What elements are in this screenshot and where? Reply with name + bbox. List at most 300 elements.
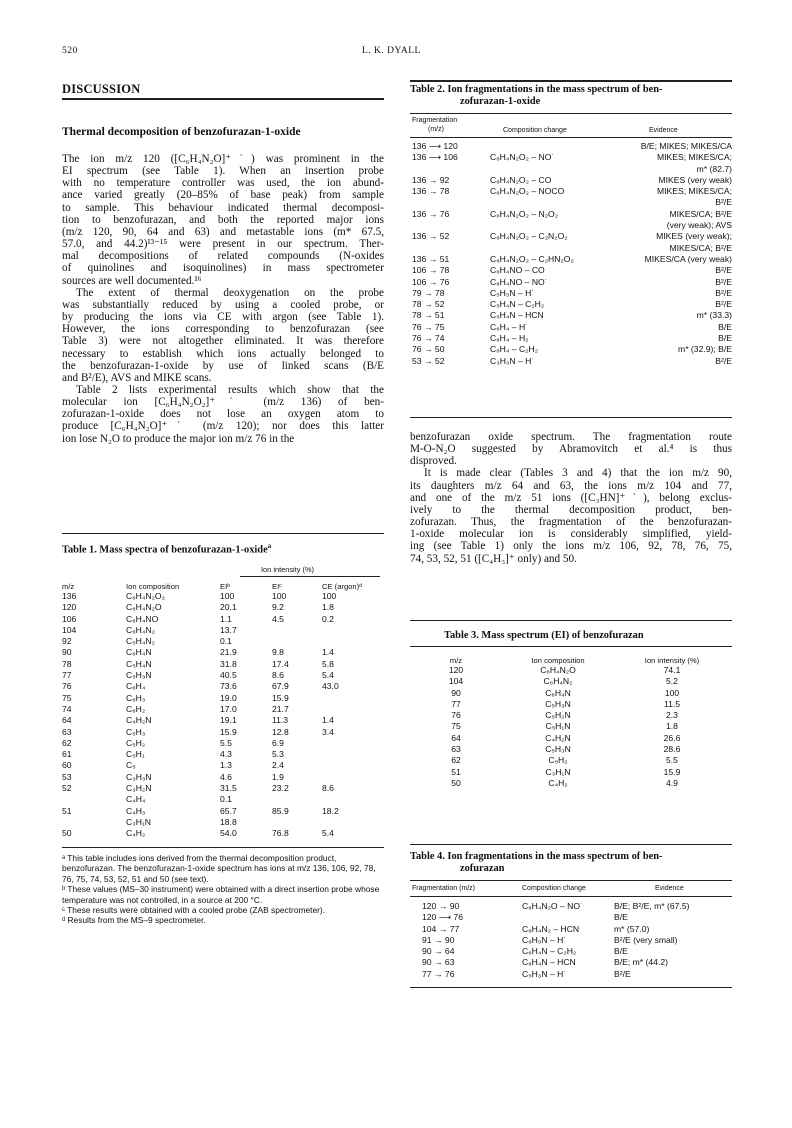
table3-row	[420, 710, 720, 721]
table2-header-composition: Composition change	[503, 127, 567, 134]
table3-row-cell: 15.9	[663, 766, 681, 777]
table1-row	[62, 625, 382, 636]
table2-row-cell: C₆H₄N₂O₂ – C₂HN₂O₂	[490, 253, 574, 264]
table4-bottom-rule	[410, 987, 732, 988]
table1-row-cell	[272, 625, 322, 636]
table3-row-cell: 51	[451, 766, 461, 777]
section-heading: DISCUSSION	[62, 82, 141, 96]
text-line: ion lose N₂O to produce the major ion m/z 76 in the	[62, 432, 295, 445]
table1-row-cell: 120	[62, 602, 77, 613]
table3-row-cell: C₅H₃N	[545, 698, 571, 709]
table1-row-cell: 63	[62, 726, 72, 737]
table1-bottom-rule	[62, 847, 384, 848]
table2-row-cell: C₆H₄ – H₂	[490, 333, 529, 344]
table1-row-cell: 1.4	[322, 715, 334, 726]
table4-caption-line1: Table 4. Ion fragmentations in the mass spectrum of ben-	[410, 851, 663, 862]
table1-header-mz: m/z	[62, 582, 75, 591]
table1-row-cell: 5.5	[220, 737, 232, 748]
table1-row-cell: 2.4	[272, 760, 284, 771]
text-line: disproved.	[410, 455, 457, 468]
table3-row-cell: 75	[451, 721, 461, 732]
table4-row-cell: C₆H₄N₂ – HCN	[522, 923, 580, 934]
table1-header-ce: CE (argon)ᵈ	[322, 582, 363, 591]
table1-row-cell: 52	[62, 783, 72, 794]
table1-footnote: ᵈ Results from the MS–9 spectrometer.	[62, 915, 206, 926]
subsection-heading: Thermal decomposition of benzofurazan-1-oxide	[62, 126, 301, 138]
table2-row-cell: 76 → 75	[412, 321, 445, 332]
table2-row	[412, 356, 732, 367]
table4-row-cell: B/E; B²/E, m* (67.5)	[614, 901, 690, 911]
body-text-left	[62, 153, 384, 445]
table1-row	[62, 772, 382, 783]
text-line: Table 2 lists experimental results which show that the	[76, 383, 384, 396]
table3	[420, 651, 720, 789]
table2-row-cell	[490, 164, 584, 175]
table1-row-cell	[322, 749, 382, 760]
table4-row-cell: C₅H₃N – H˙	[522, 968, 567, 979]
table2-row-cell: C₆H₄N₂O₂ – C₂N₂O₂	[490, 231, 568, 242]
table4-row-cell: C₆H₅N – H˙	[522, 934, 567, 945]
table1-row-cell	[322, 704, 382, 715]
table2-row-cell: MIKES/CA; B²/E	[669, 242, 732, 253]
table1-row-cell: 18.2	[322, 805, 339, 816]
table2-row	[412, 243, 732, 254]
table1-row-cell: 43.0	[322, 681, 339, 692]
table1-row-cell: C₃H₃N	[126, 771, 152, 782]
table1-row-cell: 74	[62, 703, 72, 714]
table4-row	[422, 901, 732, 912]
table1-row-cell: C₄H₃	[126, 805, 146, 816]
table1-row-cell: 50	[62, 828, 72, 839]
table3-row-cell: C₄H₂	[548, 777, 568, 788]
table3-row-cell: C₃H₁N	[545, 766, 571, 777]
table1-row-cell: 8.6	[322, 783, 334, 794]
table2-row-cell: 76 → 74	[412, 333, 445, 344]
text-line: 1-oxide molecular ion is considerably simplified, yield-	[410, 528, 732, 541]
table1-row	[62, 783, 382, 794]
table1-row	[62, 828, 382, 839]
table1-row-cell: 17.0	[220, 703, 237, 714]
table1-row-cell: C₅	[126, 760, 136, 771]
table4-row-cell: 90 → 63	[422, 957, 455, 968]
table2-row	[412, 299, 732, 310]
table1-row-cell: 104	[62, 624, 77, 635]
text-line: by producing the ions via CE with argon (see Table 1).	[62, 311, 384, 324]
text-line: to sample. This behaviour indicated thermal decomposi-	[62, 201, 384, 214]
table2-row-cell: C₆H₄N₂O₂ – CO	[490, 174, 552, 185]
table3-row-cell: 100	[664, 687, 680, 698]
table1-row-cell: 5.4	[322, 828, 334, 839]
table1-row-cell: C₅H₃N	[126, 670, 152, 681]
table1-row-cell: C₆H₄N₂O	[126, 602, 162, 613]
table1	[62, 577, 382, 840]
table2-row-cell: 78 → 51	[412, 310, 445, 321]
table4-row-cell: 90 → 64	[422, 946, 455, 957]
table1-footnotes	[62, 853, 384, 926]
table2-row-cell	[412, 220, 490, 231]
table1-row	[62, 614, 382, 625]
table4-row	[422, 969, 732, 980]
text-line: and one of the m/z 51 ions ([C₃HN]⁺˙), belong exclus-	[410, 491, 732, 504]
table1-row-cell: 6.9	[272, 737, 284, 748]
table3-row-cell: 74.1	[663, 665, 681, 675]
table2-row-cell: 136 ⟶ 120	[412, 141, 458, 151]
table3-row-cell: 5.5	[666, 755, 678, 766]
table1-row-cell: 85.9	[272, 805, 289, 816]
table3-caption: Table 3. Mass spectrum (EI) of benzofurazan	[444, 630, 644, 641]
table2-row-cell: C₆H₄N₂O₂ – NOCO	[490, 186, 565, 197]
table3-row-cell: 26.6	[663, 732, 681, 743]
table4-header-rule	[410, 880, 732, 881]
text-line: zofurazan. Thus, the fragmentation of the benzofurazan-	[410, 516, 732, 529]
table3-row-cell: 11.5	[663, 698, 681, 709]
text-line: its daughters m/z 64 and 63, the ions m/z 104 and 77,	[410, 479, 732, 492]
table3-row	[420, 688, 720, 699]
table2-row-cell: MIKES/CA (very weak)	[644, 253, 732, 264]
table1-row-cell: 15.9	[220, 726, 237, 737]
table1-row-cell	[322, 693, 382, 704]
table1-row-cell: C₆H₄N₂	[126, 624, 155, 635]
table1-row-cell	[272, 794, 322, 805]
text-line: and B²/E), AVS and MIKE scans.	[62, 371, 212, 384]
paragraph-3	[62, 384, 384, 445]
table4-row-cell: 120 ⟶ 76	[422, 912, 463, 923]
table2-row	[412, 310, 732, 321]
table4-row-cell	[522, 912, 614, 923]
table1-row-cell: 11.3	[272, 715, 289, 726]
table2-row	[412, 141, 732, 152]
table4-row-cell: 104 → 77	[422, 923, 460, 934]
table3-row-cell: 1.8	[666, 721, 678, 732]
table1-row-cell: 100	[322, 591, 337, 601]
table3-row	[420, 744, 720, 755]
text-line: molecular ion [C₆H₄N₂O₂]⁺˙ (m/z 136) of ben-	[62, 396, 384, 409]
table4-row	[422, 946, 732, 957]
table2-row-cell: 79 → 78	[412, 287, 445, 298]
table1-row-cell: C₄H₂N	[126, 715, 152, 726]
table2-row-cell: C₅H₅N – H˙	[490, 287, 535, 298]
table2-header-mz: (m/z)	[428, 126, 444, 133]
text-line: The ion m/z 120 ([C₆H₄N₂O]⁺˙) was prominent in the	[62, 153, 384, 165]
table3-row	[420, 733, 720, 744]
table1-row-cell: 5.8	[322, 658, 334, 669]
table1-row-cell: 18.8	[220, 816, 237, 827]
heading-rule	[62, 98, 384, 100]
table1-row-cell: 1.9	[272, 771, 284, 782]
table1-row-cell	[322, 625, 382, 636]
table1-row	[62, 602, 382, 613]
table1-row-cell: 21.7	[272, 703, 289, 714]
paragraph-4	[410, 431, 732, 467]
table3-row	[420, 699, 720, 710]
table1-row-cell: 23.2	[272, 783, 289, 794]
table1-header-ei-b: EIᵇ	[220, 582, 231, 591]
table2-row-cell: 136 → 51	[412, 253, 450, 264]
table1-row-cell: 100	[272, 591, 287, 601]
table2-row-cell: m* (32.9); B/E	[678, 344, 732, 355]
table4-caption	[410, 851, 732, 875]
table4-row-cell: m* (57.0)	[614, 923, 650, 934]
table1-row-cell: 19.1	[220, 715, 237, 726]
table1-row	[62, 670, 382, 681]
table1-row-cell: 62	[62, 737, 72, 748]
table2-row-cell: 136 ⟶ 106	[412, 152, 458, 163]
text-line: zofurazan-1-oxide does not lose an oxygen atom to	[62, 408, 384, 421]
table2-row-cell: B/E	[718, 333, 732, 344]
table1-footnote: ᵇ These values (MS–30 instrument) were obtained with a direct insertion probe whose temperature was not controlled, in a source at 200 °C.	[62, 884, 380, 905]
table2-row-cell: 136 → 78	[412, 186, 450, 197]
table3-row-cell: 120	[448, 665, 464, 675]
table1-header-ei-c: EIᶜ	[272, 582, 282, 591]
paragraph-5	[410, 467, 732, 564]
table1-row-cell: 76.8	[272, 828, 289, 839]
table1-row-cell	[272, 817, 322, 828]
table4-row-cell: B/E	[614, 912, 628, 923]
table4	[422, 901, 732, 980]
text-line: 57.0, and 44.2)¹³⁻¹⁵ were present in our spectrum. Ther-	[62, 238, 384, 251]
table1-row-cell: C₆H₄NO	[126, 613, 159, 624]
table1-row-cell	[272, 636, 322, 647]
table3-row	[420, 767, 720, 778]
paragraph-1	[62, 153, 384, 287]
table2-row-cell: C₅H₄N – HCN	[490, 310, 544, 321]
table1-row-cell: 76	[62, 681, 72, 692]
table2-row-cell: B²/E	[715, 265, 732, 276]
table1-row-cell: 21.9	[220, 647, 237, 658]
table1-row-cell: 67.9	[272, 681, 289, 692]
table1-row-cell	[62, 817, 126, 828]
table1-row-cell: 78	[62, 658, 72, 669]
table2-row	[412, 254, 732, 265]
table1-row-cell: 1.8	[322, 602, 334, 613]
table1-row-cell: 0.2	[322, 613, 334, 624]
table4-row-cell: C₆H₄N – HCN	[522, 957, 576, 968]
table2-row-cell: C₆H₄ – H˙	[490, 321, 529, 332]
table1-row-cell: C₆H₃	[126, 692, 146, 703]
table2-row-cell: m* (33.3)	[696, 310, 732, 321]
table1-row-cell: 9.8	[272, 647, 284, 658]
table1-row	[62, 636, 382, 647]
table2-row	[412, 277, 732, 288]
table1-row	[62, 760, 382, 771]
table4-row-cell: 77 → 76	[422, 968, 455, 979]
text-line: EI spectrum (see Table 1). When an insertion probe	[62, 165, 384, 178]
table3-row-cell: C₅H₁N	[545, 721, 571, 732]
table3-row	[420, 721, 720, 732]
table1-row-cell: 51	[62, 805, 72, 816]
table2-row-cell: C₆H₄NO – NO˙	[490, 276, 548, 287]
table1-row-cell: 61	[62, 749, 72, 760]
table2-row-cell: (very weak); AVS	[666, 220, 732, 231]
table1-row	[62, 693, 382, 704]
table1-row	[62, 738, 382, 749]
table3-row-cell: 28.6	[663, 744, 681, 755]
table1-row-cell: 1.1	[220, 613, 232, 624]
table1-row-cell: 90	[62, 647, 72, 658]
table1-row	[62, 704, 382, 715]
text-line: sources are well documented.¹⁶	[62, 274, 202, 287]
table1-row	[62, 806, 382, 817]
table1-row-cell: 0.1	[220, 794, 232, 805]
table1-row-cell: C₃H₁N	[126, 816, 152, 827]
table2-row-cell: MIKES (very weak)	[658, 174, 732, 185]
table2-row	[412, 209, 732, 220]
table2-row-cell	[490, 243, 584, 254]
table2-row-cell: B²/E	[715, 276, 732, 287]
table2-row-cell: 106 → 76	[412, 276, 450, 287]
text-line: mal decompositions of related compounds (N-oxides	[62, 250, 384, 263]
table2-header-rule	[410, 113, 732, 114]
table2-row	[412, 231, 732, 242]
table1-row-cell: 92	[62, 636, 72, 647]
table4-subheader-rule	[410, 896, 732, 897]
table1-row-cell: 77	[62, 670, 72, 681]
table1-row-cell: C₅H₄N	[126, 658, 152, 669]
paragraph-2	[62, 287, 384, 384]
table2-row	[412, 265, 732, 276]
text-line: However, the ions corresponding to benzofurazan (see	[62, 323, 384, 336]
table1-row-cell: 65.7	[220, 805, 237, 816]
table2-row-cell: C₃H₃N – H˙	[490, 355, 535, 366]
table2-row-cell: B/E	[718, 321, 732, 332]
running-head: L. K. DYALL	[362, 46, 421, 56]
table2-row	[412, 333, 732, 344]
table4-row	[422, 935, 732, 946]
table2-row-cell	[490, 141, 584, 152]
table4-row-cell: 120 → 90	[422, 901, 460, 911]
table2-row-cell: C₆H₄N₂O₂ – N₂O₂	[490, 208, 559, 219]
table1-row-cell: C₄H₄	[126, 794, 146, 805]
table1-row-cell	[62, 794, 126, 805]
table1-caption: Table 1. Mass spectra of benzofurazan-1-oxide$^a$	[62, 542, 272, 556]
table1-row-cell: 40.5	[220, 670, 237, 681]
table2-row-cell: C₅H₄N – C₂H₂	[490, 299, 545, 310]
table1-row-cell: 75	[62, 692, 72, 703]
table4-row	[422, 912, 732, 923]
table4-row	[422, 957, 732, 968]
table1-row-cell: 20.1	[220, 602, 237, 613]
table1-footnote: ᵃ This table includes ions derived from the thermal decomposition product, benzofurazan. The benzofurazan-1-oxide spectrum has ions at m/z 136, 106, 92, 78, 76, 75, 74, 53, 52, 51 and 50 (see text).	[62, 853, 376, 884]
table1-row	[62, 817, 382, 828]
table3-top-rule	[410, 620, 732, 621]
table4-row	[422, 924, 732, 935]
table2-row-cell	[412, 164, 490, 175]
text-line: benzofurazan oxide spectrum. The fragmentation route	[410, 431, 732, 443]
table1-row-cell: 73.6	[220, 681, 237, 692]
table1-row	[62, 794, 382, 805]
table3-row-cell: 50	[451, 777, 461, 788]
table4-row-cell: B/E	[614, 946, 628, 957]
table3-row-cell: 4.9	[666, 777, 678, 788]
table1-row-cell: 4.3	[220, 749, 232, 760]
table2-row-cell: B/E; MIKES; MIKES/CA	[640, 141, 732, 151]
table1-row-cell: C₆H₄	[126, 681, 146, 692]
page-number: 520	[62, 46, 78, 56]
table4-caption-line2: zofurazan	[460, 863, 505, 874]
table3-row-cell: C₄H₂N	[545, 732, 571, 743]
table3-row-cell: 62	[451, 755, 461, 766]
table1-row-cell: 0.1	[220, 636, 232, 647]
table1-row-cell: 19.0	[220, 692, 237, 703]
table2-row	[412, 164, 732, 175]
table2-caption	[410, 84, 732, 108]
table2-row-cell: C₆H₄N₂O₂ – NO˙	[490, 152, 555, 163]
table2-row-cell: 106 → 78	[412, 265, 450, 276]
table4-row-cell: B/E; m* (44.2)	[614, 957, 668, 968]
text-line: 74, 53, 52, 51 ([C₄H₃]⁺ only) and 50.	[410, 552, 577, 565]
table3-row	[420, 778, 720, 789]
table2-row-cell: 136 → 52	[412, 231, 450, 242]
table4-row-cell: B²/E (very small)	[614, 934, 678, 945]
table2-row-cell: 78 → 52	[412, 299, 445, 310]
table2-header-fragmentation: Fragmentation	[412, 117, 458, 124]
table2	[412, 141, 732, 367]
table2-row-cell	[412, 243, 490, 254]
table1-row-cell: 31.8	[220, 658, 237, 669]
text-line: M-O-N₂O suggested by Abramovitch et al.⁴ is thus	[410, 443, 732, 456]
table2-bottom-rule	[410, 417, 732, 418]
table2-row-cell: 53 → 52	[412, 355, 445, 366]
table4-header-fragmentation: Fragmentation (m/z)	[412, 885, 476, 892]
body-text-right	[410, 431, 732, 565]
table1-row-cell	[322, 636, 382, 647]
table1-row-cell	[322, 772, 382, 783]
table2-row	[412, 220, 732, 231]
table1-row-cell: 4.6	[220, 771, 232, 782]
table3-row-cell: C₅H₂	[548, 755, 568, 766]
text-line: Table 3) were not altogether eliminated. It was therefore	[62, 335, 384, 348]
table2-row-cell: MIKES/CA; B²/E	[669, 208, 732, 219]
table1-row-cell: 3.4	[322, 726, 334, 737]
table1-row-cell: C₃H₂N	[126, 783, 152, 794]
text-line: It is made clear (Tables 3 and 4) that the ion m/z 90,	[424, 467, 732, 480]
table3-row-cell: C₆H₄N	[545, 687, 571, 698]
table3-row	[420, 676, 720, 687]
table1-row-cell: C₅H₄N₂	[126, 636, 155, 647]
table2-row-cell: MIKES; MIKES/CA;	[657, 186, 732, 197]
table3-row-cell: 90	[451, 687, 461, 698]
table1-row-cell: 5.3	[272, 749, 284, 760]
table2-caption-line2: zofurazan-1-oxide	[460, 96, 541, 107]
text-line: produce [C₆H₄N₂O]⁺˙ (m/z 120); nor does this latter	[62, 420, 384, 433]
table2-row	[412, 344, 732, 355]
table3-row-cell: 76	[451, 710, 461, 721]
table1-row-cell: 4.5	[272, 613, 284, 624]
table3-row-cell: 104	[448, 676, 464, 687]
table1-row	[62, 681, 382, 692]
table2-row-cell: B²/E	[715, 355, 732, 366]
table2-row-cell: B²/E	[715, 287, 732, 298]
table1-row	[62, 715, 382, 726]
text-line: of quinolines and isoquinolines) in mass spectrometer	[62, 262, 384, 275]
table2-row	[412, 152, 732, 163]
table1-top-rule	[62, 533, 384, 534]
table2-header-evidence: Evidence	[649, 127, 678, 134]
table1-row-cell: 54.0	[220, 828, 237, 839]
table1-row-cell: 17.4	[272, 658, 289, 669]
text-line: was substantially reduced by using a cooled probe, or	[62, 298, 384, 311]
table1-row	[62, 749, 382, 760]
table2-row-cell: C₆H₄NO – CO	[490, 265, 545, 276]
table1-row-cell: C₆H₄N	[126, 647, 152, 658]
table2-row	[412, 175, 732, 186]
table3-header-mz: m/z	[449, 656, 463, 665]
text-line: (m/z 120, 90, 64 and 63) and metastable ions (m* 67.5,	[62, 225, 384, 238]
table2-row	[412, 322, 732, 333]
table3-row-cell: 5.2	[666, 676, 678, 687]
text-line: The extent of thermal deoxygenation on the probe	[76, 286, 384, 299]
table2-row-cell: 76 → 50	[412, 344, 445, 355]
